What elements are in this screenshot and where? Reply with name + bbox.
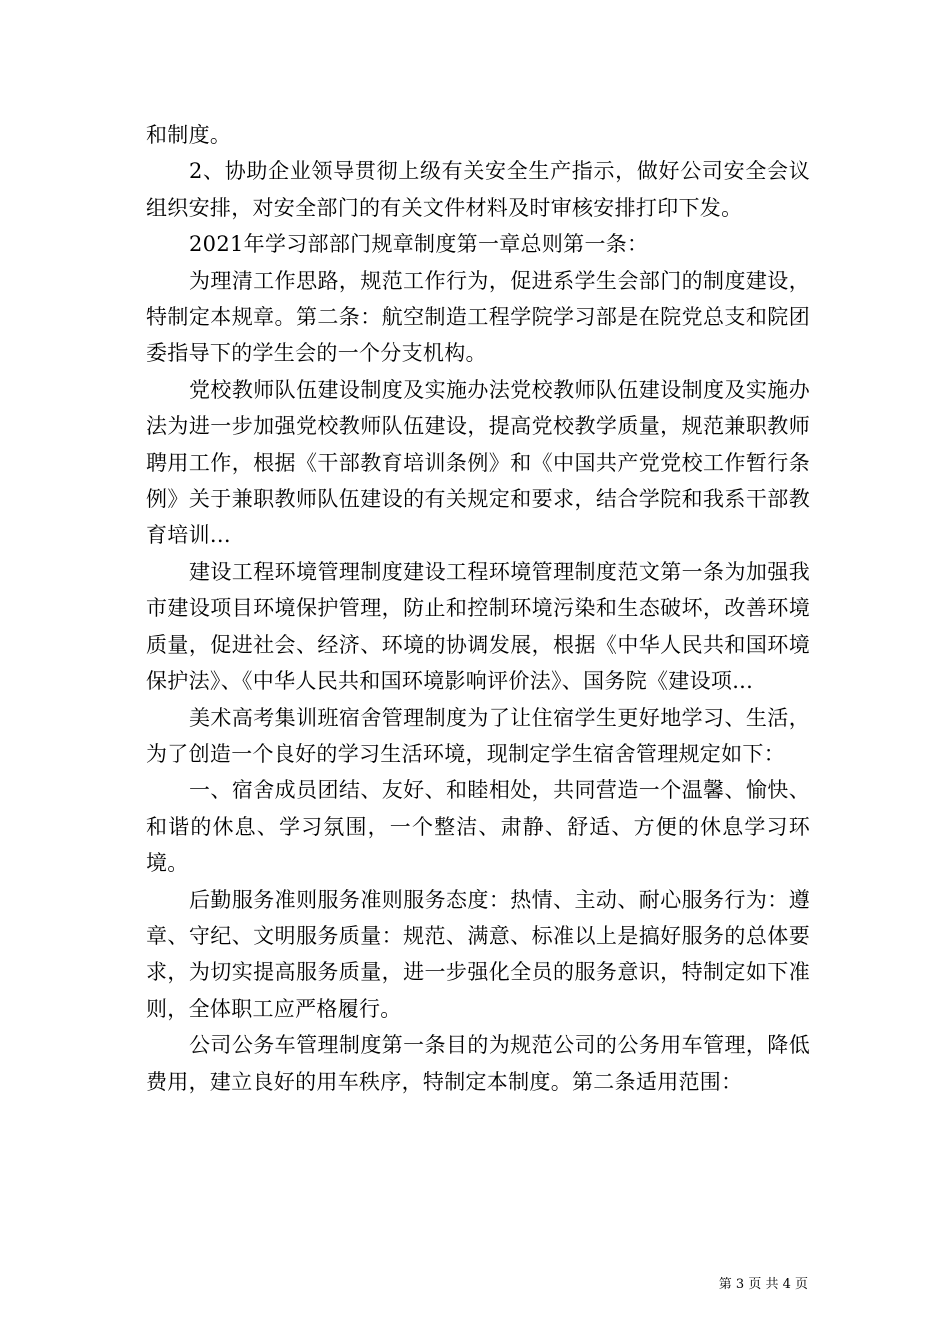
paragraph: 党校教师队伍建设制度及实施办法党校教师队伍建设制度及实施办法为进一步加强党校教师队伍建设，提高党校教学质量，规范兼职教师聘用工作，根据《干部教育培训条例》和《中国共产党党校工作暂行条例》关于兼职教师队伍建设的有关规定和要求，结合学院和我系干部教育培训... xyxy=(146,377,810,548)
paragraph: 一、宿舍成员团结、友好、和睦相处，共同营造一个温馨、愉快、和谐的休息、学习氛围，一个整洁、肃静、舒适、方便的休息学习环境。 xyxy=(146,778,810,876)
paragraph: 为理清工作思路，规范工作行为，促进系学生会部门的制度建设，特制定本规章。第二条：航空制造工程学院学习部是在院党总支和院团委指导下的学生会的一个分支机构。 xyxy=(146,268,810,366)
paragraph: 2021年学习部部门规章制度第一章总则第一条： xyxy=(189,232,649,257)
page-number: 第 3 页 共 4 页 xyxy=(718,1277,808,1292)
paragraph: 后勤服务准则服务准则服务态度：热情、主动、耐心服务行为：遵章、守纪、文明服务质量：规范、满意、标准以上是搞好服务的总体要求，为切实提高服务质量，进一步强化全员的服务意识，特制定如下准则，全体职工应严格履行。 xyxy=(146,887,810,1021)
paragraph: 2、协助企业领导贯彻上级有关安全生产指示，做好公司安全会议组织安排，对安全部门的有关文件材料及时审核安排打印下发。 xyxy=(146,159,810,220)
document-body xyxy=(146,117,810,1100)
paragraph: 美术高考集训班宿舍管理制度为了让住宿学生更好地学习、生活，为了创造一个良好的学习生活环境，现制定学生宿舍管理规定如下： xyxy=(146,705,810,766)
paragraph: 和制度。 xyxy=(146,123,232,147)
paragraph: 建设工程环境管理制度建设工程环境管理制度范文第一条为加强我市建设项目环境保护管理，防止和控制环境污染和生态破坏，改善环境质量，促进社会、经济、环境的协调发展，根据《中华人民共和国环境保护法》、《中华人民共和国环境影响评价法》、国务院《建设项... xyxy=(146,559,810,694)
paragraph: 公司公务车管理制度第一条目的为规范公司的公务用车管理，降低费用，建立良好的用车秩序，特制定本制度。第二条适用范围： xyxy=(146,1033,810,1094)
